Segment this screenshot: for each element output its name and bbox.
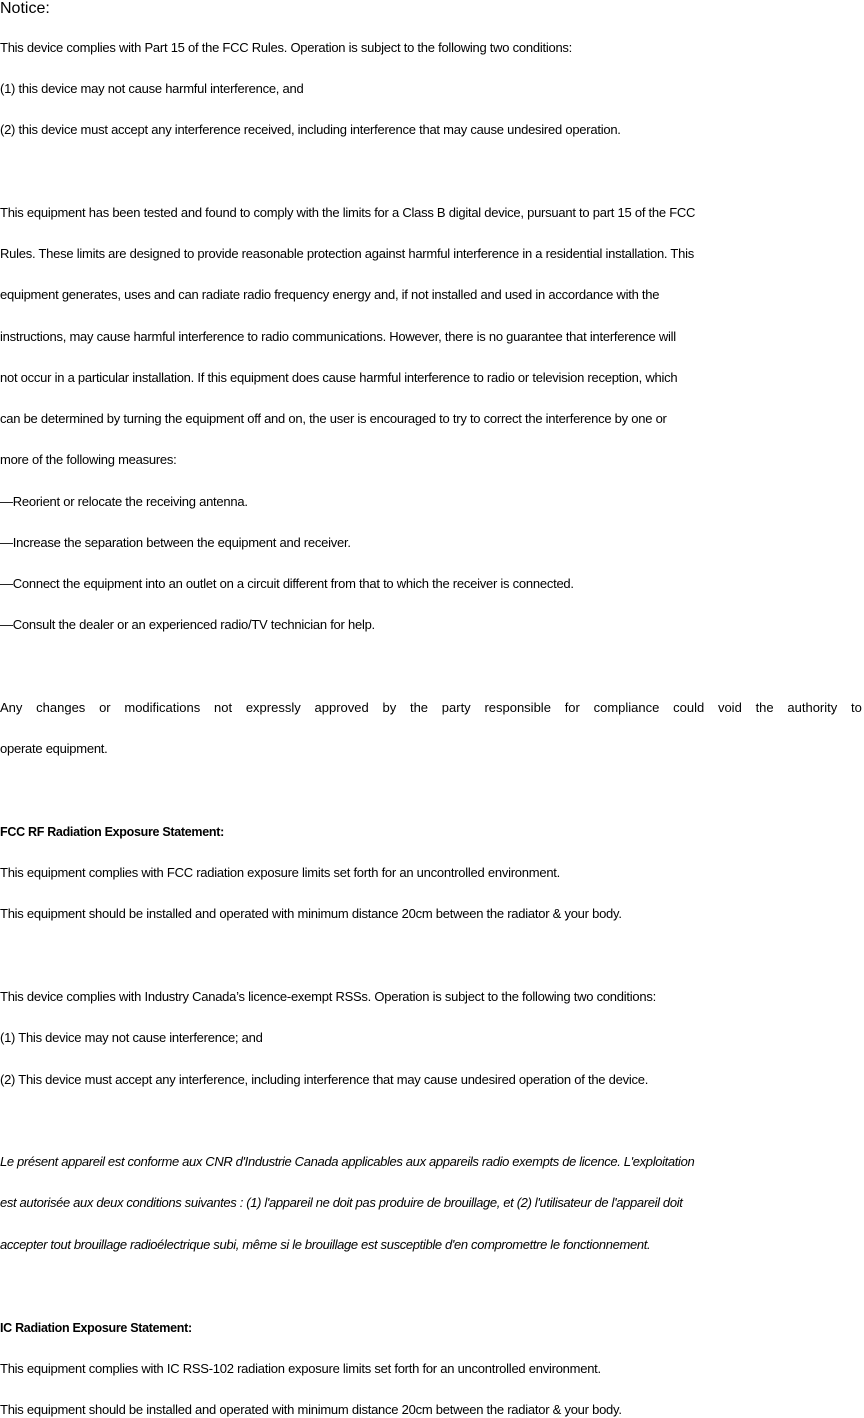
- class-b-line: not occur in a particular installation. If this equipment does cause harmful interference to radio or television reception, which: [0, 370, 678, 385]
- changes-word: by: [382, 700, 397, 715]
- changes-word: authority: [787, 700, 838, 715]
- changes-line: operate equipment.: [0, 741, 108, 756]
- ic-rf-line: This equipment should be installed and operated with minimum distance 20cm between the radiator & your body.: [0, 1402, 622, 1417]
- changes-word: expressly: [245, 700, 301, 715]
- fcc-rf-line: This equipment should be installed and operated with minimum distance 20cm between the radiator & your body.: [0, 906, 622, 921]
- changes-word: or: [99, 700, 111, 715]
- class-b-line: This equipment has been tested and found to comply with the limits for a Class B digital device, pursuant to part 15 of the FCC: [0, 205, 696, 220]
- changes-word: for: [564, 700, 580, 715]
- ic-line: This device complies with Industry Canada’s licence-exempt RSSs. Operation is subject to the following two conditions:: [0, 989, 656, 1004]
- measure-item: —Increase the separation between the equipment and receiver.: [0, 535, 351, 550]
- changes-justified-line: [0, 700, 862, 716]
- notice-line: (2) this device must accept any interference received, including interference that may cause undesired operation.: [0, 122, 621, 137]
- changes-word: the: [755, 700, 774, 715]
- class-b-line: instructions, may cause harmful interference to radio communications. However, there is no guarantee that interference will: [0, 329, 676, 344]
- ic-line: (1) This device may not cause interference; and: [0, 1030, 263, 1045]
- french-line: Le présent appareil est conforme aux CNR d'Industrie Canada applicables aux appareils radio exempts de licence. L'exploitation: [0, 1154, 695, 1169]
- changes-word: compliance: [593, 700, 660, 715]
- notice-line: (1) this device may not cause harmful interference, and: [0, 81, 304, 96]
- changes-word: modifications: [124, 700, 201, 715]
- changes-word: could: [673, 700, 705, 715]
- measure-item: —Consult the dealer or an experienced radio/TV technician for help.: [0, 617, 375, 632]
- class-b-line: equipment generates, uses and can radiate radio frequency energy and, if not installed and used in accordance with the: [0, 287, 660, 302]
- changes-word: void: [717, 700, 742, 715]
- measure-item: —Reorient or relocate the receiving antenna.: [0, 494, 248, 509]
- ic-rf-heading: IC Radiation Exposure Statement:: [0, 1321, 192, 1335]
- french-line: accepter tout brouillage radioélectrique subi, même si le brouillage est susceptible d'en compromettre le fonctionnement.: [0, 1237, 651, 1252]
- notice-title: Notice:: [0, 0, 50, 17]
- changes-word: responsible: [484, 700, 551, 715]
- changes-word: the: [409, 700, 429, 715]
- fcc-rf-line: This equipment complies with FCC radiation exposure limits set forth for an uncontrolled environment.: [0, 865, 561, 880]
- measure-item: —Connect the equipment into an outlet on a circuit different from that to which the receiver is connected.: [0, 576, 574, 591]
- changes-word: party: [441, 700, 471, 715]
- notice-line: This device complies with Part 15 of the FCC Rules. Operation is subject to the following two conditions:: [0, 40, 573, 55]
- ic-line: (2) This device must accept any interference, including interference that may cause undesired operation of the device.: [0, 1072, 649, 1087]
- changes-word: changes: [36, 700, 86, 715]
- fcc-rf-heading: FCC RF Radiation Exposure Statement:: [0, 825, 224, 839]
- changes-word: to: [851, 700, 862, 715]
- changes-word: approved: [314, 700, 369, 715]
- class-b-line: can be determined by turning the equipment off and on, the user is encouraged to try to correct the interference by one or: [0, 411, 667, 426]
- changes-word: not: [214, 700, 233, 715]
- class-b-line: Rules. These limits are designed to provide reasonable protection against harmful interference in a residential installation. This: [0, 246, 694, 261]
- ic-rf-line: This equipment complies with IC RSS-102 radiation exposure limits set forth for an uncontrolled environment.: [0, 1361, 601, 1376]
- french-line: est autorisée aux deux conditions suivantes : (1) l'appareil ne doit pas produire de brouillage, et (2) l'utilisateur de l'appareil doit: [0, 1195, 683, 1210]
- class-b-line: more of the following measures:: [0, 452, 177, 467]
- changes-word: Any: [0, 700, 23, 715]
